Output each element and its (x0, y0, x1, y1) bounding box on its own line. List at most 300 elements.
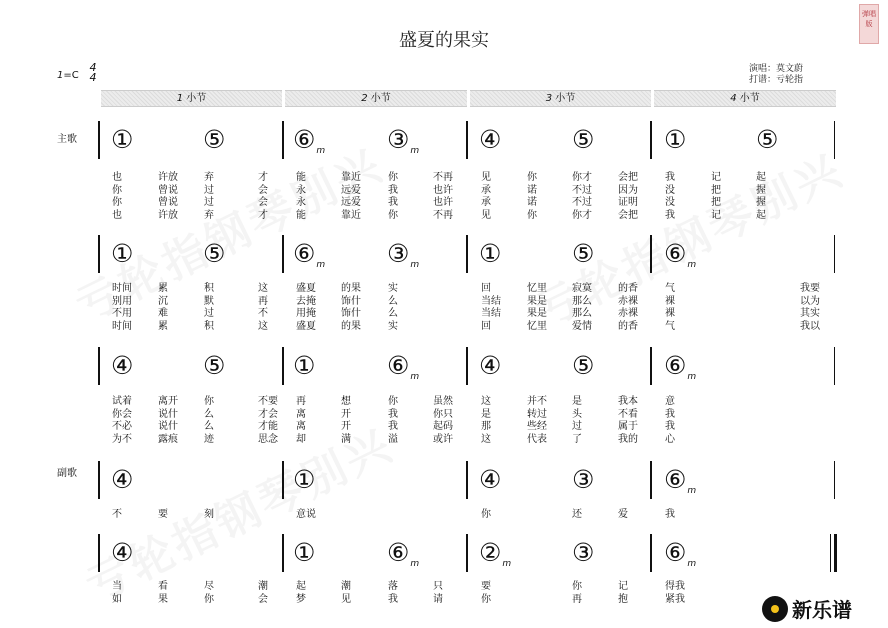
chord-degree (572, 353, 594, 379)
lyric-syllable: 过 (204, 197, 214, 208)
lyric-syllable: 会把 (618, 209, 638, 221)
lyric-syllable: 我 (388, 421, 398, 432)
chord-degree (572, 127, 594, 153)
barline (98, 121, 100, 159)
measure-label: 小节 (739, 93, 760, 104)
lyric-syllable: 离 (296, 421, 306, 432)
lyric-syllable: 积 (204, 320, 214, 332)
lyric-syllable: 尽 (204, 581, 214, 592)
lyric-syllable: 承 (481, 184, 491, 196)
lyric-syllable: 不 (258, 308, 268, 319)
lyric-syllable: 的香 (618, 283, 638, 294)
lyric-syllable: 头 (572, 408, 582, 420)
lyric-syllable: 么 (204, 421, 214, 432)
chord-degree (387, 127, 419, 159)
chord-degree (479, 241, 501, 267)
lyric-syllable: 是 (481, 408, 491, 420)
chord-numeral: ⑥ (664, 538, 687, 567)
lyric-syllable: 得我 (665, 581, 685, 592)
lyric-syllable: 你 (112, 197, 122, 208)
lyric-syllable: 没 (665, 197, 675, 208)
time-signature (88, 63, 98, 83)
credit-arranger: 打谱：亏轮指 (749, 75, 804, 85)
chord-numeral: ③ (572, 465, 595, 494)
site-logo-text: 新乐谱 (792, 598, 852, 622)
lyric-syllable: 诺 (527, 197, 537, 208)
chord-degree (387, 241, 419, 273)
minor-mark: m (316, 260, 326, 270)
credits (749, 64, 803, 86)
minor-mark: m (410, 559, 420, 569)
lyric-syllable: 你 (112, 184, 122, 196)
chord-numeral: ① (664, 125, 687, 154)
lyric-syllable: 果 (158, 593, 168, 605)
lyric-syllable: 永 (296, 197, 306, 208)
lyric-syllable: 抱 (618, 593, 628, 605)
lyric-syllable: 你 (527, 172, 537, 183)
lyric-syllable: 弃 (204, 172, 214, 183)
lyric-syllable: 么 (388, 295, 398, 307)
minor-mark: m (316, 146, 326, 156)
lyric-syllable: 属于 (618, 421, 638, 432)
chord-numeral: ⑤ (572, 125, 595, 154)
lyric-syllable: 或许 (433, 433, 453, 445)
lyric-syllable: 我 (388, 593, 398, 605)
lyric-syllable: 盛夏 (296, 320, 316, 332)
barline (466, 534, 468, 572)
lyric-syllable: 回 (481, 283, 491, 294)
measure-header (285, 90, 467, 107)
lyric-syllable: 那么 (572, 295, 592, 307)
lyric-syllable: 那么 (572, 308, 592, 319)
lyric-syllable: 再 (258, 295, 268, 307)
lyric-syllable: 么 (388, 308, 398, 319)
lyric-syllable: 落 (388, 581, 398, 592)
key-number: 1 (57, 70, 64, 81)
barline (834, 461, 835, 499)
measure-label: 小节 (186, 93, 207, 104)
lyric-syllable: 时间 (112, 320, 132, 332)
lyric-syllable: 裸 (665, 308, 675, 319)
chord-numeral: ⑤ (203, 125, 226, 154)
lyric-syllable: 这 (258, 283, 268, 294)
lyric-syllable: 请 (433, 593, 443, 605)
lyric-syllable: 你 (572, 581, 582, 592)
lyric-syllable: 时间 (112, 283, 132, 294)
lyric-syllable: 的果 (341, 283, 361, 294)
barline (834, 235, 835, 273)
minor-mark: m (410, 146, 420, 156)
barline (282, 534, 284, 572)
lyric-syllable: 果是 (527, 295, 547, 307)
lyric-syllable: 果是 (527, 308, 547, 319)
chord-numeral: ④ (479, 125, 502, 154)
chord-numeral: ⑥ (664, 239, 687, 268)
lyric-syllable: 才能 (258, 421, 278, 432)
lyric-syllable: 开 (341, 408, 351, 420)
chord-degree (572, 467, 594, 493)
barline (466, 347, 468, 385)
key-text: =C (63, 70, 79, 81)
chord-numeral: ④ (111, 538, 134, 567)
chord-numeral: ① (293, 351, 316, 380)
chord-numeral: ③ (387, 239, 410, 268)
lyric-syllable: 如 (112, 593, 122, 605)
chord-degree (664, 127, 686, 153)
barline (282, 121, 284, 159)
lyric-syllable: 我 (388, 197, 398, 208)
lyric-syllable: 离开 (158, 396, 178, 407)
lyric-syllable: 开 (341, 421, 351, 432)
chord-numeral: ④ (111, 465, 134, 494)
lyric-syllable: 我 (665, 408, 675, 420)
lyric-syllable: 刻 (204, 509, 214, 520)
chord-numeral: ⑥ (664, 465, 687, 494)
lyric-syllable: 曾说 (158, 197, 178, 208)
chord-degree (111, 467, 133, 493)
lyric-syllable: 永 (296, 184, 306, 196)
measure-label: 小节 (370, 93, 391, 104)
lyric-syllable: 我要 (800, 283, 820, 294)
lyric-syllable: 把 (711, 184, 721, 196)
chord-degree (664, 540, 696, 572)
lyric-syllable: 默 (204, 295, 214, 307)
lyric-syllable: 当结 (481, 295, 501, 307)
chord-degree (479, 540, 511, 572)
lyric-syllable: 靠近 (341, 172, 361, 183)
barline (466, 461, 468, 499)
chord-degree (387, 540, 419, 572)
minor-mark: m (687, 486, 697, 496)
lyric-syllable: 不用 (112, 308, 132, 319)
lyric-syllable: 你 (527, 209, 537, 221)
minor-mark: m (502, 559, 512, 569)
lyric-syllable: 忆里 (527, 320, 547, 332)
measure-header (470, 90, 651, 107)
measure-number: 1 (176, 93, 184, 104)
chord-numeral: ⑤ (203, 351, 226, 380)
lyric-syllable: 你会 (112, 408, 132, 420)
lyric-syllable: 会 (258, 197, 268, 208)
lyric-syllable: 爱情 (572, 320, 592, 332)
lyric-syllable: 也 (112, 209, 122, 221)
lyric-syllable: 远爱 (341, 184, 361, 196)
lyric-syllable: 饰什 (341, 308, 361, 319)
lyric-syllable: 证明 (618, 197, 638, 208)
lyric-syllable: 意 (665, 396, 675, 407)
lyric-syllable: 说什 (158, 408, 178, 420)
lyric-syllable: 赤裸 (618, 295, 638, 307)
lyric-syllable: 思念 (258, 433, 278, 445)
lyric-syllable: 么 (204, 408, 214, 420)
chord-degree (203, 353, 225, 379)
barline (834, 534, 837, 572)
chord-numeral: ① (293, 538, 316, 567)
barline (650, 347, 652, 385)
lyric-syllable: 我 (665, 509, 675, 520)
lyric-syllable: 见 (481, 209, 491, 221)
barline (650, 461, 652, 499)
lyric-syllable: 起 (756, 172, 766, 183)
lyric-syllable: 不必 (112, 421, 132, 432)
lyric-syllable: 你 (388, 396, 398, 407)
lyric-syllable: 你 (388, 209, 398, 221)
lyric-syllable: 才会 (258, 408, 278, 420)
chord-numeral: ⑥ (387, 351, 410, 380)
lyric-syllable: 才 (258, 172, 268, 183)
lyric-syllable: 代表 (527, 433, 547, 445)
lyric-syllable: 潮 (341, 581, 351, 592)
site-logo[interactable] (762, 594, 852, 623)
lyric-syllable: 转过 (527, 408, 547, 420)
lyric-syllable: 爱 (618, 509, 628, 520)
lyric-syllable: 忆里 (527, 283, 547, 294)
chord-numeral: ① (111, 125, 134, 154)
lyric-syllable: 才 (258, 209, 268, 221)
chord-numeral: ⑤ (756, 125, 779, 154)
lyric-syllable: 实 (388, 320, 398, 332)
lyric-syllable: 这 (258, 320, 268, 332)
music-disc-icon (762, 596, 788, 622)
chord-degree (479, 127, 501, 153)
version-badge: 弹唱版 (859, 4, 879, 44)
lyric-syllable: 不看 (618, 408, 638, 420)
lyric-syllable: 也许 (433, 197, 453, 208)
lyric-syllable: 记 (711, 209, 721, 221)
lyric-syllable: 起 (296, 581, 306, 592)
lyric-syllable: 不过 (572, 184, 592, 196)
lyric-syllable: 你才 (572, 209, 592, 221)
lyric-syllable: 没 (665, 184, 675, 196)
chord-degree (111, 127, 133, 153)
lyric-syllable: 我 (388, 184, 398, 196)
lyric-syllable: 也 (112, 172, 122, 183)
lyric-syllable: 只 (433, 581, 443, 592)
measure-label: 小节 (555, 93, 576, 104)
lyric-syllable: 你 (481, 593, 491, 605)
minor-mark: m (687, 559, 697, 569)
lyric-syllable: 不 (112, 509, 122, 520)
lyric-syllable: 那 (481, 421, 491, 432)
lyric-syllable: 我 (665, 421, 675, 432)
lyric-syllable: 用掩 (296, 308, 316, 319)
chord-numeral: ① (479, 239, 502, 268)
measure-number: 2 (361, 93, 368, 104)
lyric-syllable: 赤裸 (618, 308, 638, 319)
lyric-syllable: 我 (665, 209, 675, 221)
minor-mark: m (410, 260, 420, 270)
lyric-syllable: 能 (296, 172, 306, 183)
lyric-syllable: 握 (756, 184, 766, 196)
chord-degree (387, 353, 419, 385)
minor-mark: m (410, 372, 420, 382)
chord-numeral: ⑥ (293, 125, 316, 154)
lyric-syllable: 你 (388, 172, 398, 183)
lyric-syllable: 诺 (527, 184, 537, 196)
lyric-syllable: 并不 (527, 396, 547, 407)
lyric-syllable: 我 (665, 172, 675, 183)
chord-degree (479, 353, 501, 379)
barline (650, 534, 652, 572)
lyric-syllable: 记 (618, 581, 628, 592)
barline (466, 121, 468, 159)
lyric-syllable: 气 (665, 320, 675, 332)
lyric-syllable: 别用 (112, 295, 132, 307)
lyric-syllable: 当 (112, 581, 122, 592)
lyric-syllable: 你 (204, 396, 214, 407)
lyric-syllable: 起 (756, 209, 766, 221)
chord-degree (756, 127, 778, 153)
barline (830, 534, 831, 572)
lyric-syllable: 你 (481, 509, 491, 520)
chord-degree (293, 353, 315, 379)
lyric-syllable: 了 (572, 433, 582, 445)
lyric-syllable: 积 (204, 283, 214, 294)
lyric-syllable: 远爱 (341, 197, 361, 208)
lyric-syllable: 不再 (433, 209, 453, 221)
lyric-syllable: 去掩 (296, 295, 316, 307)
barline (98, 461, 100, 499)
lyric-syllable: 虽然 (433, 396, 453, 407)
barline (98, 347, 100, 385)
chord-numeral: ③ (572, 538, 595, 567)
lyric-syllable: 也许 (433, 184, 453, 196)
lyric-syllable: 是 (572, 396, 582, 407)
chord-degree (203, 127, 225, 153)
lyric-syllable: 以为 (800, 295, 820, 307)
lyric-syllable: 当结 (481, 308, 501, 319)
chord-numeral: ④ (111, 351, 134, 380)
lyric-syllable: 承 (481, 197, 491, 208)
lyric-syllable: 你 (204, 593, 214, 605)
lyric-syllable: 却 (296, 433, 306, 445)
lyric-syllable: 饰什 (341, 295, 361, 307)
lyric-syllable: 累 (158, 283, 168, 294)
lyric-syllable: 裸 (665, 295, 675, 307)
measure-header (654, 90, 836, 107)
lyric-syllable: 看 (158, 581, 168, 592)
lyric-syllable: 过 (572, 421, 582, 432)
chord-degree (293, 540, 315, 566)
lyric-syllable: 的果 (341, 320, 361, 332)
chord-numeral: ① (111, 239, 134, 268)
barline (834, 347, 835, 385)
lyric-syllable: 不再 (433, 172, 453, 183)
lyric-syllable: 再 (296, 396, 306, 407)
lyric-syllable: 会 (258, 184, 268, 196)
credit-singer: 演唱：莫文蔚 (749, 64, 804, 74)
lyric-syllable: 见 (481, 172, 491, 183)
lyric-syllable: 许放 (158, 172, 178, 183)
lyric-syllable: 回 (481, 320, 491, 332)
lyric-syllable: 起码 (433, 421, 453, 432)
lyric-syllable: 要 (158, 509, 168, 520)
measure-header (101, 90, 282, 107)
measure-number: 4 (730, 93, 737, 104)
lyric-syllable: 的香 (618, 320, 638, 332)
chord-degree (111, 353, 133, 379)
lyric-syllable: 我以 (800, 320, 820, 332)
chord-numeral: ④ (479, 351, 502, 380)
chord-numeral: ⑤ (203, 239, 226, 268)
lyric-syllable: 这 (481, 396, 491, 407)
lyric-syllable: 会 (258, 593, 268, 605)
lyric-syllable: 会把 (618, 172, 638, 183)
lyric-syllable: 实 (388, 283, 398, 294)
chord-numeral: ⑤ (572, 351, 595, 380)
lyric-syllable: 因为 (618, 184, 638, 196)
lyric-syllable: 满 (341, 433, 351, 445)
lyric-syllable: 过 (204, 184, 214, 196)
lyric-syllable: 靠近 (341, 209, 361, 221)
lyric-syllable: 寂寞 (572, 283, 592, 294)
page-title: 盛夏的果实 (399, 30, 489, 51)
lyric-syllable: 露痕 (158, 433, 178, 445)
section-label-verse: 主歌 (57, 134, 77, 145)
chord-degree (572, 540, 594, 566)
lyric-syllable: 不过 (572, 197, 592, 208)
lyric-syllable: 我 (388, 408, 398, 420)
lyric-syllable: 弃 (204, 209, 214, 221)
section-label-chorus: 副歌 (57, 468, 77, 479)
barline (282, 347, 284, 385)
lyric-syllable: 累 (158, 320, 168, 332)
lyric-syllable: 曾说 (158, 184, 178, 196)
lyric-syllable: 握 (756, 197, 766, 208)
lyric-syllable: 其实 (800, 308, 820, 319)
measure-number: 3 (545, 93, 553, 104)
lyric-syllable: 心 (665, 433, 675, 445)
lyric-syllable: 能 (296, 209, 306, 221)
lyric-syllable: 离 (296, 408, 306, 420)
chord-numeral: ⑥ (664, 351, 687, 380)
chord-numeral: ② (479, 538, 502, 567)
chord-numeral: ⑥ (293, 239, 316, 268)
chord-numeral: ④ (479, 465, 502, 494)
lyric-syllable: 说什 (158, 421, 178, 432)
lyric-syllable: 再 (572, 593, 582, 605)
lyric-syllable: 沉 (158, 295, 168, 307)
lyric-syllable: 想 (341, 396, 351, 407)
key-signature (57, 70, 79, 81)
chord-numeral: ⑥ (387, 538, 410, 567)
lyric-syllable: 许放 (158, 209, 178, 221)
lyric-syllable: 不要 (258, 396, 278, 407)
time-sig-top: 4 (89, 61, 97, 74)
minor-mark: m (687, 372, 697, 382)
lyric-syllable: 紧我 (665, 593, 685, 605)
lyric-syllable: 为不 (112, 433, 132, 445)
chord-numeral: ⑤ (572, 239, 595, 268)
lyric-syllable: 潮 (258, 581, 268, 592)
lyric-syllable: 我的 (618, 433, 638, 445)
lyric-syllable: 难 (158, 308, 168, 319)
minor-mark: m (687, 260, 697, 270)
lyric-syllable: 你只 (433, 408, 453, 420)
lyric-syllable: 溢 (388, 433, 398, 445)
chord-numeral: ① (293, 465, 316, 494)
lyric-syllable: 迹 (204, 433, 214, 445)
lyric-syllable: 意说 (296, 509, 316, 520)
lyric-syllable: 梦 (296, 593, 306, 605)
lyric-syllable: 些经 (527, 421, 547, 432)
lyric-syllable: 要 (481, 581, 491, 592)
lyric-syllable: 盛夏 (296, 283, 316, 294)
lyric-syllable: 还 (572, 509, 582, 520)
lyric-syllable: 过 (204, 308, 214, 319)
chord-degree (664, 353, 696, 385)
lyric-syllable: 这 (481, 433, 491, 445)
